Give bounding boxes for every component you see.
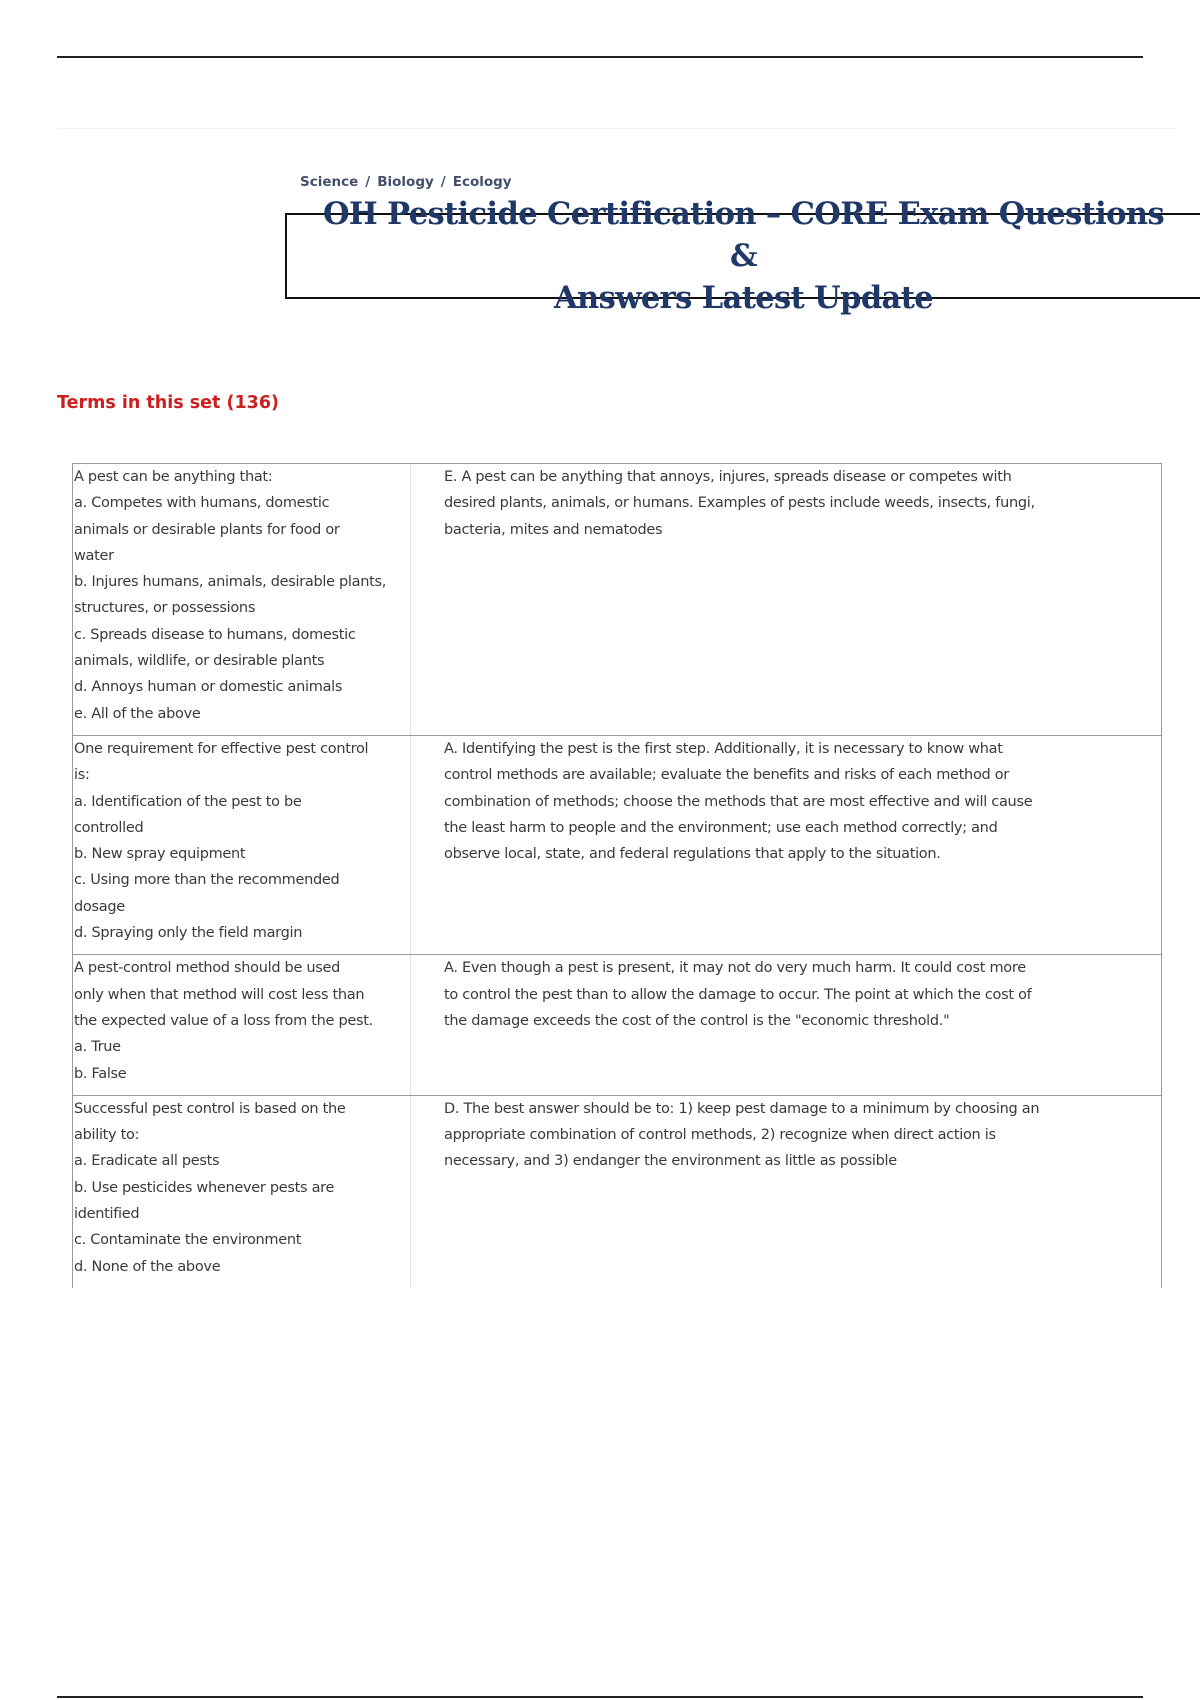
page-title-line-2: Answers Latest Update xyxy=(553,280,933,316)
definition-line: the least harm to people and the environment; use each method correctly; and xyxy=(444,819,998,836)
term-question xyxy=(73,955,411,1094)
definition-line: bacteria, mites and nematodes xyxy=(444,521,663,538)
term-line: A pest can be anything that: xyxy=(74,469,273,485)
definition-line: E. A pest can be anything that annoys, injures, spreads disease or competes with xyxy=(444,469,1012,485)
term-definition xyxy=(411,736,1161,954)
term-line: One requirement for effective pest control xyxy=(74,740,369,757)
term-row xyxy=(73,464,1161,736)
term-question xyxy=(73,464,411,735)
breadcrumb-ecology[interactable]: Ecology xyxy=(452,174,512,190)
term-line: b. Injures humans, animals, desirable plants, xyxy=(74,574,387,591)
term-line: Successful pest control is based on the xyxy=(74,1100,346,1117)
term-line: c. Contaminate the environment xyxy=(74,1232,302,1249)
terms-count-heading: Terms in this set (136) xyxy=(57,393,280,413)
definition-line: appropriate combination of control methods, 2) recognize when direct action is xyxy=(444,1127,996,1144)
page-bottom-rule xyxy=(57,1696,1143,1698)
term-line: structures, or possessions xyxy=(74,600,256,617)
term-line: e. All of the above xyxy=(74,705,201,722)
term-line: a. True xyxy=(74,1039,121,1056)
title-box xyxy=(285,196,1200,316)
term-definition xyxy=(411,955,1161,1094)
term-line: animals, wildlife, or desirable plants xyxy=(74,653,325,670)
terms-table xyxy=(72,463,1162,1288)
term-line: d. Annoys human or domestic animals xyxy=(74,679,343,696)
term-line: b. Use pesticides whenever pests are xyxy=(74,1179,335,1196)
breadcrumb-biology[interactable]: Biology xyxy=(377,174,434,190)
breadcrumb xyxy=(300,174,512,190)
definition-line: D. The best answer should be to: 1) keep pest damage to a minimum by choosing an xyxy=(444,1100,1040,1117)
definition-line: desired plants, animals, or humans. Examples of pests include weeds, insects, fungi, xyxy=(444,495,1035,512)
breadcrumb-separator: / xyxy=(440,174,446,190)
term-row xyxy=(73,955,1161,1095)
definition-line: the damage exceeds the cost of the control is the "economic threshold." xyxy=(444,1012,950,1029)
term-question xyxy=(73,1096,411,1288)
definition-line: control methods are available; evaluate the benefits and risks of each method or xyxy=(444,767,1009,784)
term-definition xyxy=(411,1096,1161,1288)
term-line: b. False xyxy=(74,1065,127,1082)
term-line: a. Identification of the pest to be xyxy=(74,793,302,810)
term-line: water xyxy=(74,547,114,564)
term-line: identified xyxy=(74,1206,140,1223)
page-title-line-1: OH Pesticide Certification – CORE Exam Questions & xyxy=(322,196,1165,274)
term-question xyxy=(73,736,411,954)
term-line: animals or desirable plants for food or xyxy=(74,521,340,538)
term-line: a. Competes with humans, domestic xyxy=(74,495,330,512)
term-line: d. Spraying only the field margin xyxy=(74,925,303,942)
term-row xyxy=(73,736,1161,955)
page-title xyxy=(314,193,1174,319)
term-line: is: xyxy=(74,767,90,784)
definition-line: A. Identifying the pest is the first step. Additionally, it is necessary to know what xyxy=(444,740,1003,757)
header-divider xyxy=(57,128,1177,129)
term-line: only when that method will cost less than xyxy=(74,986,365,1003)
term-line: ability to: xyxy=(74,1127,140,1144)
term-line: A pest-control method should be used xyxy=(74,960,341,977)
definition-line: necessary, and 3) endanger the environment as little as possible xyxy=(444,1153,897,1170)
term-line: c. Spreads disease to humans, domestic xyxy=(74,626,356,643)
page-top-rule xyxy=(57,56,1143,58)
definition-line: A. Even though a pest is present, it may not do very much harm. It could cost more xyxy=(444,960,1026,977)
breadcrumb-separator: / xyxy=(365,174,371,190)
breadcrumb-science[interactable]: Science xyxy=(300,174,359,190)
term-line: d. None of the above xyxy=(74,1258,221,1275)
definition-line: observe local, state, and federal regulations that apply to the situation. xyxy=(444,846,941,863)
definition-line: combination of methods; choose the methods that are most effective and will cause xyxy=(444,793,1033,810)
term-definition xyxy=(411,464,1161,735)
term-line: dosage xyxy=(74,898,125,915)
term-line: a. Eradicate all pests xyxy=(74,1153,220,1170)
term-row xyxy=(73,1096,1161,1288)
term-line: controlled xyxy=(74,819,144,836)
definition-line: to control the pest than to allow the damage to occur. The point at which the cost of xyxy=(444,986,1032,1003)
term-line: the expected value of a loss from the pest. xyxy=(74,1012,373,1029)
term-line: c. Using more than the recommended xyxy=(74,872,340,889)
term-line: b. New spray equipment xyxy=(74,846,246,863)
